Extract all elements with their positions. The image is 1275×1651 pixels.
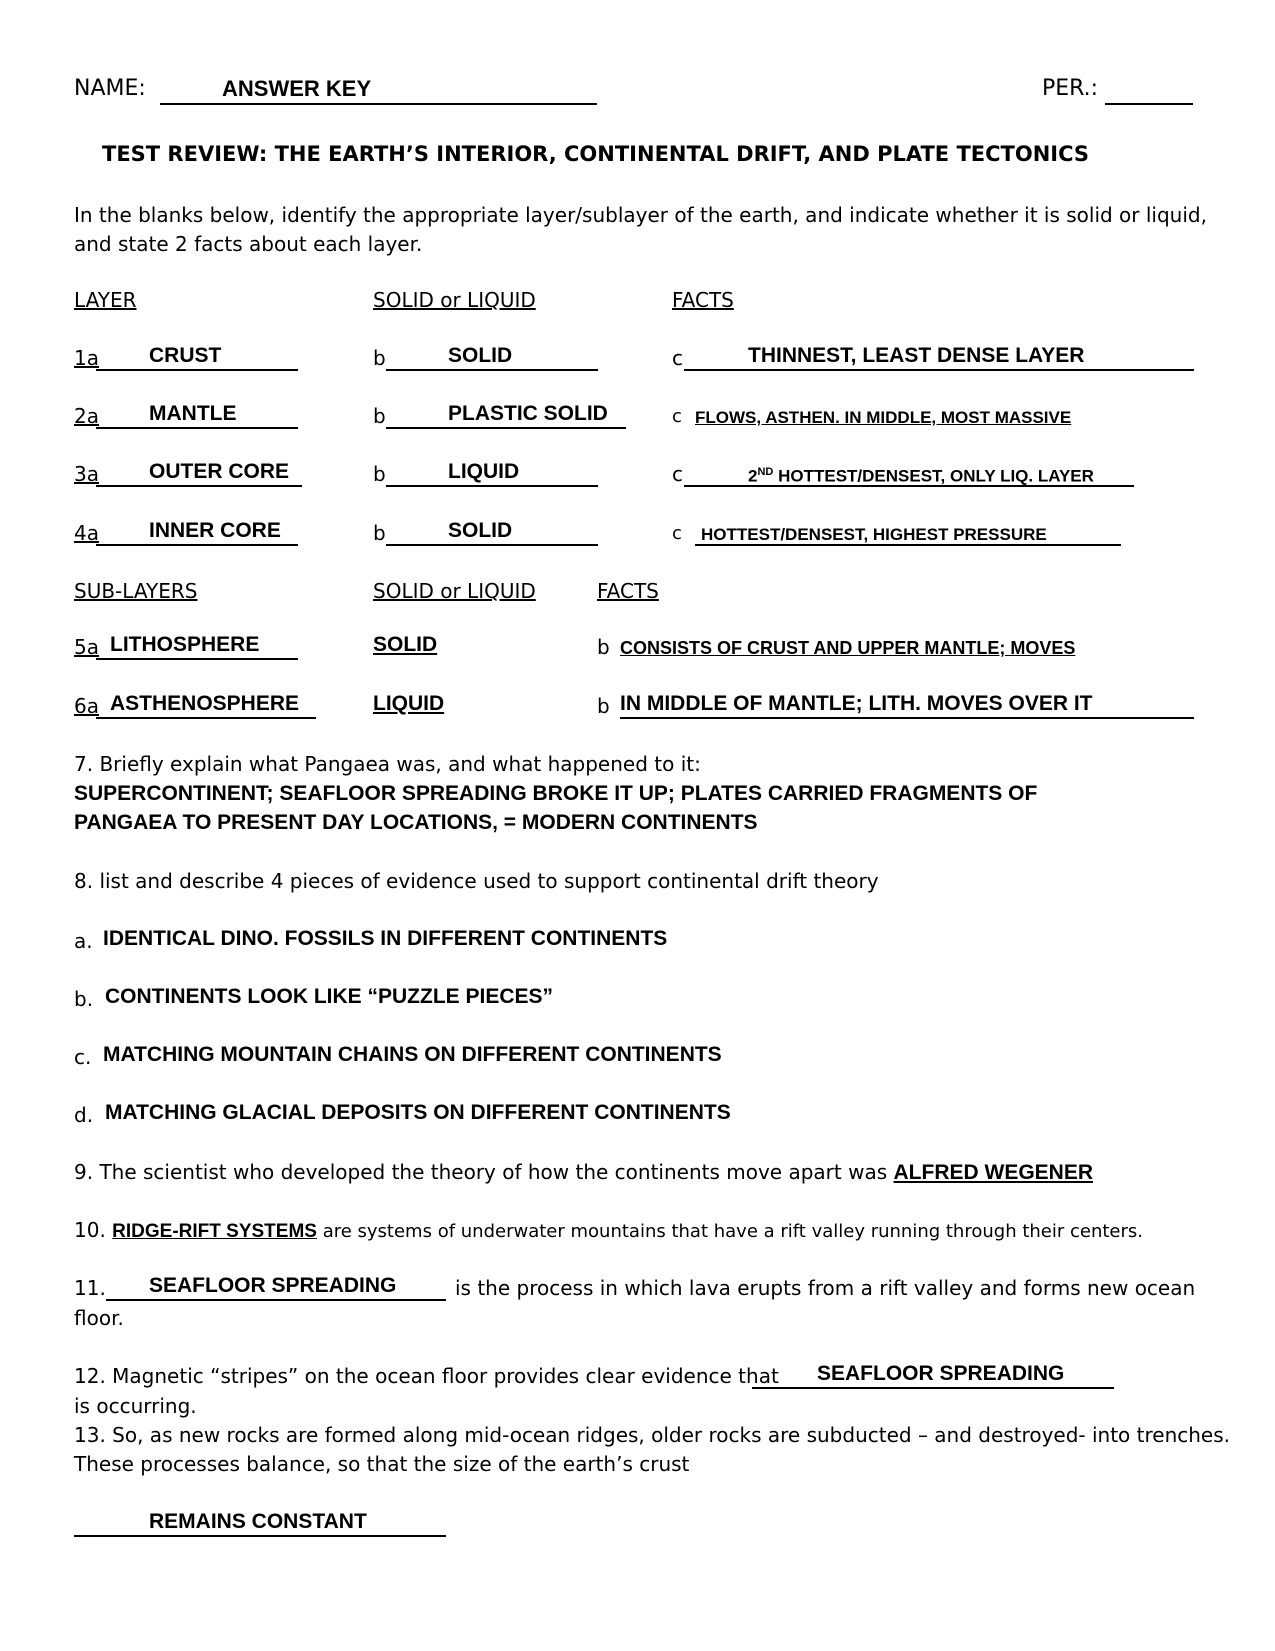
layer-num: 2a: [74, 404, 99, 428]
q11-rest: is the process in which lava erupts from a rift valley and forms new ocean: [455, 1276, 1196, 1300]
answer-line: [96, 369, 298, 371]
sublayer-name: LITHOSPHERE: [110, 633, 260, 656]
layer-num: 4a: [74, 521, 99, 545]
q8-evidence: MATCHING MOUNTAIN CHAINS ON DIFFERENT CONTINENTS: [103, 1043, 722, 1066]
sublayer-state: LIQUID: [373, 692, 445, 715]
sublayer-name: ASTHENOSPHERE: [110, 692, 300, 715]
layer-name: OUTER CORE: [149, 460, 290, 483]
layer-fact: 2ND HOTTEST/DENSEST, ONLY LIQ. LAYER: [748, 466, 1094, 486]
facts-header: FACTS: [672, 288, 734, 312]
answer-line: [386, 544, 598, 546]
q8-question: 8. list and describe 4 pieces of evidence used to support continental drift theory: [74, 869, 879, 893]
sublayer-header: SUB-LAYERS: [74, 579, 198, 603]
q8-evidence: CONTINENTS LOOK LIKE “PUZZLE PIECES”: [105, 985, 554, 1008]
q8-letter: c.: [74, 1045, 92, 1069]
state-letter: b: [373, 404, 386, 428]
answer-line: [96, 485, 302, 487]
fact-letter: c: [672, 406, 682, 427]
state-letter: b: [373, 346, 386, 370]
answer-line: [386, 369, 598, 371]
q7-answer-line-1: SUPERCONTINENT; SEAFLOOR SPREADING BROKE IT UP; PLATES CARRIED FRAGMENTS OF: [74, 782, 1038, 805]
q12-answer: SEAFLOOR SPREADING: [817, 1362, 1065, 1385]
layer-state: PLASTIC SOLID: [448, 402, 608, 425]
layer-state: LIQUID: [448, 460, 520, 483]
per-line: [1105, 103, 1193, 105]
q8-evidence: IDENTICAL DINO. FOSSILS IN DIFFERENT CONTINENTS: [103, 927, 668, 950]
answer-line: [386, 427, 626, 429]
answer-line: [96, 717, 316, 719]
sublayer-fact-letter: b: [597, 694, 610, 718]
layer-name: CRUST: [149, 344, 222, 367]
q8-letter: d.: [74, 1103, 94, 1127]
sublayer-fact: CONSISTS OF CRUST AND UPPER MANTLE; MOVES: [620, 638, 1076, 658]
sub-facts-header: FACTS: [597, 579, 659, 603]
intro-line-1: In the blanks below, identify the appropriate layer/sublayer of the earth, and indicate whether it is solid or liquid,: [74, 203, 1207, 227]
layer-state: SOLID: [448, 344, 513, 367]
layer-fact: THINNEST, LEAST DENSE LAYER: [748, 344, 1085, 367]
sublayer-num: 5a: [74, 635, 99, 659]
q11-num: 11.: [74, 1276, 106, 1300]
layer-header: LAYER: [74, 288, 137, 312]
q8-evidence: MATCHING GLACIAL DEPOSITS ON DIFFERENT CONTINENTS: [105, 1101, 731, 1124]
layer-name: MANTLE: [149, 402, 237, 425]
answer-line: [106, 1299, 446, 1301]
answer-line: [684, 369, 1194, 371]
q8-letter: b.: [74, 987, 94, 1011]
state-letter: b: [373, 521, 386, 545]
q9: 9. The scientist who developed the theory of how the continents move apart was ALFRED WEGENER: [74, 1160, 1093, 1184]
sublayer-state: SOLID: [373, 633, 438, 656]
q8-letter: a.: [74, 929, 93, 953]
answer-line: [96, 544, 298, 546]
q7-answer-line-2: PANGAEA TO PRESENT DAY LOCATIONS, = MODERN CONTINENTS: [74, 811, 758, 834]
answer-line: [74, 1535, 446, 1537]
q12-rest: is occurring.: [74, 1394, 197, 1418]
layer-num: 1a: [74, 346, 99, 370]
sublayer-fact: IN MIDDLE OF MANTLE; LITH. MOVES OVER IT: [620, 692, 1093, 715]
name-value: ANSWER KEY: [222, 76, 372, 101]
name-label: NAME:: [74, 76, 146, 101]
layer-name: INNER CORE: [149, 519, 281, 542]
q11-answer: SEAFLOOR SPREADING: [149, 1274, 397, 1297]
intro-line-2: and state 2 facts about each layer.: [74, 232, 423, 256]
q13-line-1: 13. So, as new rocks are formed along mid-ocean ridges, older rocks are subducted – and destroyed- into trenches.: [74, 1423, 1231, 1447]
q9-answer: ALFRED WEGENER: [893, 1161, 1093, 1184]
layer-fact: HOTTEST/DENSEST, HIGHEST PRESSURE: [701, 525, 1047, 544]
q13-line-2: These processes balance, so that the size of the earth’s crust: [74, 1452, 690, 1476]
answer-line: [96, 658, 298, 660]
q13-answer: REMAINS CONSTANT: [149, 1510, 367, 1533]
fact-letter: c: [672, 462, 683, 486]
q10-answer: RIDGE-RIFT SYSTEMS: [112, 1221, 317, 1242]
answer-line: [752, 1387, 1114, 1389]
answer-line: [386, 485, 598, 487]
name-line: [160, 103, 597, 105]
layer-fact: FLOWS, ASTHEN. IN MIDDLE, MOST MASSIVE: [695, 408, 1072, 427]
sublayer-num: 6a: [74, 694, 99, 718]
sublayer-fact-letter: b: [597, 635, 610, 659]
q12-question: 12. Magnetic “stripes” on the ocean floor provides clear evidence that: [74, 1364, 779, 1388]
sub-state-header: SOLID or LIQUID: [373, 579, 536, 603]
q7-question: 7. Briefly explain what Pangaea was, and what happened to it:: [74, 752, 701, 776]
q11-rest-2: floor.: [74, 1306, 124, 1330]
fact-letter: c: [672, 523, 682, 544]
layer-num: 3a: [74, 462, 99, 486]
per-label: PER.:: [1042, 76, 1099, 101]
state-letter: b: [373, 462, 386, 486]
answer-line: [620, 717, 1194, 719]
q10: 10. RIDGE-RIFT SYSTEMS are systems of underwater mountains that have a rift valley running through their centers.: [74, 1218, 1143, 1242]
answer-line: [96, 427, 298, 429]
layer-state: SOLID: [448, 519, 513, 542]
fact-letter: c: [672, 346, 683, 370]
page-title: TEST REVIEW: THE EARTH’S INTERIOR, CONTINENTAL DRIFT, AND PLATE TECTONICS: [102, 142, 1090, 166]
state-header: SOLID or LIQUID: [373, 288, 536, 312]
